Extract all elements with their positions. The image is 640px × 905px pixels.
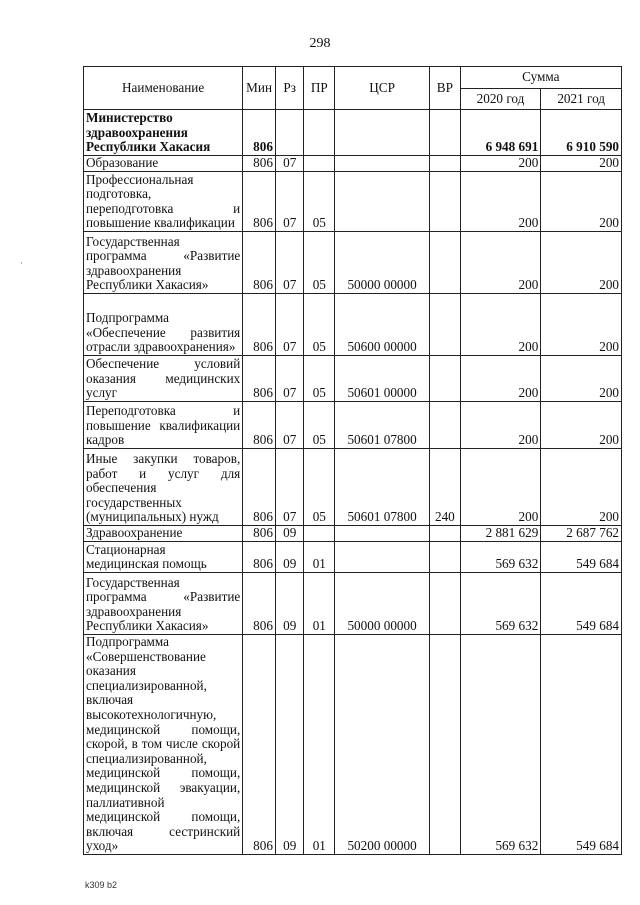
row-min: 806	[243, 573, 276, 635]
row-sum-2021: 200	[541, 232, 622, 294]
row-pr	[304, 156, 335, 172]
table-row	[84, 294, 622, 356]
side-mark: ·	[20, 258, 23, 268]
row-rz: 07	[275, 402, 304, 449]
row-sum-2021: 200	[541, 156, 622, 172]
row-vr	[430, 356, 461, 402]
row-name: Подпрограмма «Обеспечение развития отрасли здравоохранения»	[84, 294, 243, 356]
table-row	[84, 635, 622, 855]
row-vr	[430, 635, 461, 855]
table-row	[84, 449, 622, 526]
row-csr	[335, 526, 430, 542]
row-pr: 05	[304, 356, 335, 402]
row-rz	[275, 110, 304, 156]
row-pr: 05	[304, 449, 335, 526]
row-vr: 240	[430, 449, 461, 526]
row-sum-2021: 549 684	[541, 573, 622, 635]
row-csr: 50601 00000	[335, 356, 430, 402]
row-sum-2021: 200	[541, 449, 622, 526]
row-rz: 07	[275, 156, 304, 172]
table-row	[84, 232, 622, 294]
row-name: Обеспечение условий оказания медицинских услуг	[84, 356, 243, 402]
row-rz: 07	[275, 172, 304, 232]
row-vr	[430, 156, 461, 172]
row-sum-2020: 569 632	[460, 635, 541, 855]
row-vr	[430, 526, 461, 542]
row-name: Стационарная медицинская помощь	[84, 542, 243, 573]
row-vr	[430, 294, 461, 356]
row-pr: 01	[304, 635, 335, 855]
table-row	[84, 542, 622, 573]
row-rz: 09	[275, 635, 304, 855]
table-row	[84, 172, 622, 232]
row-vr	[430, 542, 461, 573]
row-sum-2020: 200	[460, 356, 541, 402]
table-row	[84, 402, 622, 449]
row-csr: 50000 00000	[335, 573, 430, 635]
row-pr: 05	[304, 232, 335, 294]
row-pr: 05	[304, 402, 335, 449]
row-name: Профессиональная подготовка, переподготовка и повышение квалификации	[84, 172, 243, 232]
row-rz: 07	[275, 232, 304, 294]
row-min: 806	[243, 542, 276, 573]
header-vr: ВР	[430, 67, 461, 110]
row-min: 806	[243, 110, 276, 156]
row-csr: 50000 00000	[335, 232, 430, 294]
row-pr	[304, 110, 335, 156]
row-sum-2020: 569 632	[460, 542, 541, 573]
row-min: 806	[243, 156, 276, 172]
header-csr: ЦСР	[335, 67, 430, 110]
row-name: Министерство здравоохранения Республики Хакасия	[84, 110, 243, 156]
row-sum-2021: 200	[541, 294, 622, 356]
row-pr: 05	[304, 172, 335, 232]
row-sum-2020: 200	[460, 402, 541, 449]
row-name: Иные закупки товаров, работ и услуг для обеспечения государственных (муниципальных) нужд	[84, 449, 243, 526]
table-row	[84, 356, 622, 402]
table-row	[84, 156, 622, 172]
row-sum-2021: 6 910 590	[541, 110, 622, 156]
row-rz: 07	[275, 356, 304, 402]
row-sum-2021: 549 684	[541, 635, 622, 855]
row-min: 806	[243, 356, 276, 402]
row-csr: 50601 07800	[335, 402, 430, 449]
header-year-2020: 2020 год	[460, 89, 541, 110]
budget-table	[83, 66, 622, 855]
row-sum-2020: 6 948 691	[460, 110, 541, 156]
row-sum-2021: 549 684	[541, 542, 622, 573]
header-rz: Рз	[275, 67, 304, 110]
row-rz: 09	[275, 542, 304, 573]
row-min: 806	[243, 232, 276, 294]
row-csr: 50601 07800	[335, 449, 430, 526]
row-min: 806	[243, 294, 276, 356]
row-vr	[430, 172, 461, 232]
row-sum-2020: 200	[460, 232, 541, 294]
row-sum-2021: 200	[541, 356, 622, 402]
row-name: Государственная программа «Развитие здравоохранения Республики Хакасия»	[84, 573, 243, 635]
row-rz: 07	[275, 294, 304, 356]
row-vr	[430, 110, 461, 156]
row-vr	[430, 573, 461, 635]
row-csr	[335, 172, 430, 232]
row-min: 806	[243, 402, 276, 449]
row-sum-2020: 200	[460, 449, 541, 526]
table-row	[84, 573, 622, 635]
row-sum-2021: 200	[541, 402, 622, 449]
footer-code: k309 b2	[85, 880, 118, 890]
row-csr	[335, 110, 430, 156]
header-pr: ПР	[304, 67, 335, 110]
row-vr	[430, 232, 461, 294]
row-pr	[304, 526, 335, 542]
header-sum: Сумма	[460, 67, 621, 89]
row-sum-2020: 200	[460, 294, 541, 356]
row-sum-2020: 569 632	[460, 573, 541, 635]
row-csr	[335, 542, 430, 573]
row-vr	[430, 402, 461, 449]
row-min: 806	[243, 526, 276, 542]
row-name: Здравоохранение	[84, 526, 243, 542]
table-row	[84, 526, 622, 542]
row-sum-2020: 200	[460, 172, 541, 232]
row-sum-2021: 2 687 762	[541, 526, 622, 542]
row-pr: 05	[304, 294, 335, 356]
page-number: 298	[309, 36, 331, 51]
row-min: 806	[243, 172, 276, 232]
row-sum-2020: 2 881 629	[460, 526, 541, 542]
row-pr: 01	[304, 573, 335, 635]
row-sum-2020: 200	[460, 156, 541, 172]
row-rz: 07	[275, 449, 304, 526]
table-row	[84, 110, 622, 156]
header-name: Наименование	[84, 67, 243, 110]
row-pr: 01	[304, 542, 335, 573]
header-min: Мин	[243, 67, 276, 110]
row-name: Образование	[84, 156, 243, 172]
row-csr: 50200 00000	[335, 635, 430, 855]
row-name: Подпрограмма «Совершенствование оказания специализированной, включая высокотехнологичную, медицинской помощи, скорой, в том числе скорой специализированной, медицинской помощи, медицинской эвакуации, паллиативной медицинской помощи, включая сестринский уход»	[84, 635, 243, 855]
row-rz: 09	[275, 573, 304, 635]
row-min: 806	[243, 449, 276, 526]
row-name: Государственная программа «Развитие здравоохранения Республики Хакасия»	[84, 232, 243, 294]
header-year-2021: 2021 год	[541, 89, 622, 110]
row-name: Переподготовка и повышение квалификации кадров	[84, 402, 243, 449]
row-sum-2021: 200	[541, 172, 622, 232]
row-csr	[335, 156, 430, 172]
row-rz: 09	[275, 526, 304, 542]
row-csr: 50600 00000	[335, 294, 430, 356]
row-min: 806	[243, 635, 276, 855]
